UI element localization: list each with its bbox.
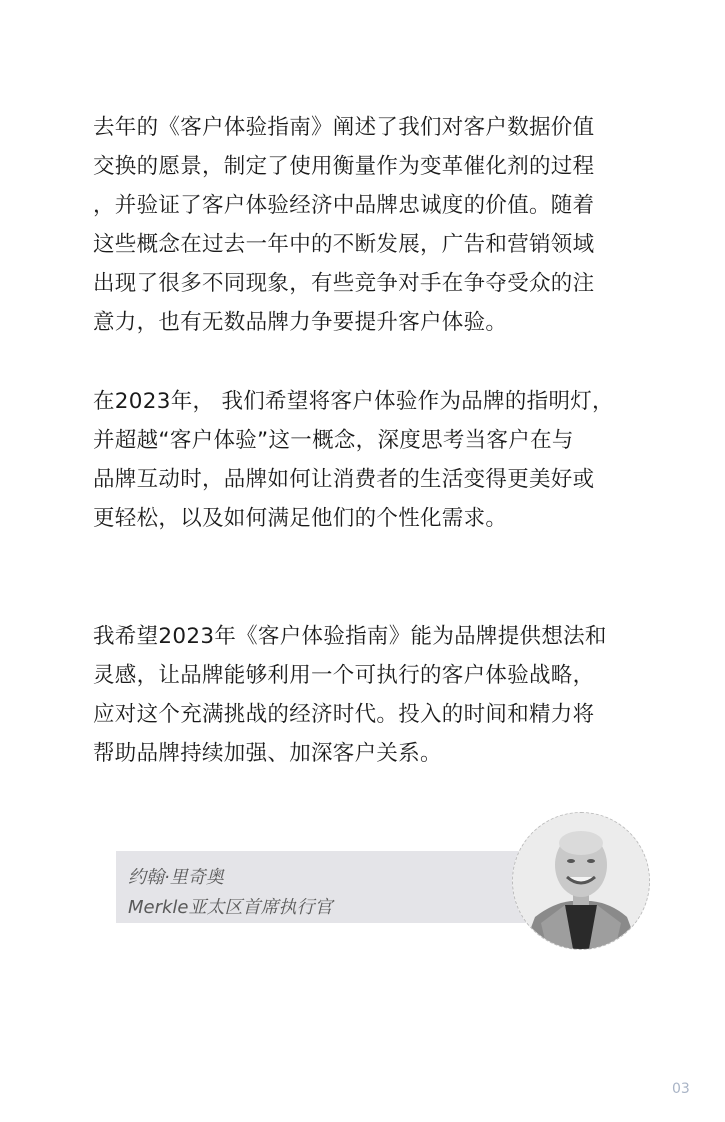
text-line: 帮助品牌持续加强、加深客户关系。	[93, 741, 442, 766]
text-line: 在2023年， 我们希望将客户体验作为品牌的指明灯，	[93, 389, 614, 414]
text-line: 意力，也有无数品牌力争要提升客户体验。	[93, 310, 508, 335]
page-number: 03	[672, 1081, 690, 1097]
text-line: 应对这个充满挑战的经济时代。投入的时间和精力将	[93, 702, 595, 727]
paragraph-1	[93, 108, 653, 342]
signature-name: 约翰·里奇奥	[128, 867, 224, 888]
text-line: 我希望2023年《客户体验指南》能为品牌提供想法和	[93, 624, 607, 649]
text-line: ，并验证了客户体验经济中品牌忠诚度的价值。随着	[93, 193, 595, 218]
paragraph-2	[93, 382, 653, 538]
text-line: 交换的愿景，制定了使用衡量作为变革催化剂的过程	[93, 154, 595, 179]
text-line: 去年的《客户体验指南》阐述了我们对客户数据价值	[93, 115, 595, 140]
text-line: 灵感，让品牌能够利用一个可执行的客户体验战略，	[93, 663, 595, 688]
text-line: 这些概念在过去一年中的不断发展，广告和营销领域	[93, 232, 595, 257]
person-portrait-icon	[513, 813, 649, 949]
signature-title: Merkle亚太区首席执行官	[128, 897, 333, 918]
text-line: 并超越“客户体验”这一概念，深度思考当客户在与	[93, 428, 574, 453]
portrait-photo	[512, 812, 650, 950]
paragraph-3	[93, 617, 653, 773]
text-line: 出现了很多不同现象，有些竞争对手在争夺受众的注	[93, 271, 595, 296]
text-line: 品牌互动时，品牌如何让消费者的生活变得更美好或	[93, 467, 595, 492]
text-line: 更轻松，以及如何满足他们的个性化需求。	[93, 506, 508, 531]
